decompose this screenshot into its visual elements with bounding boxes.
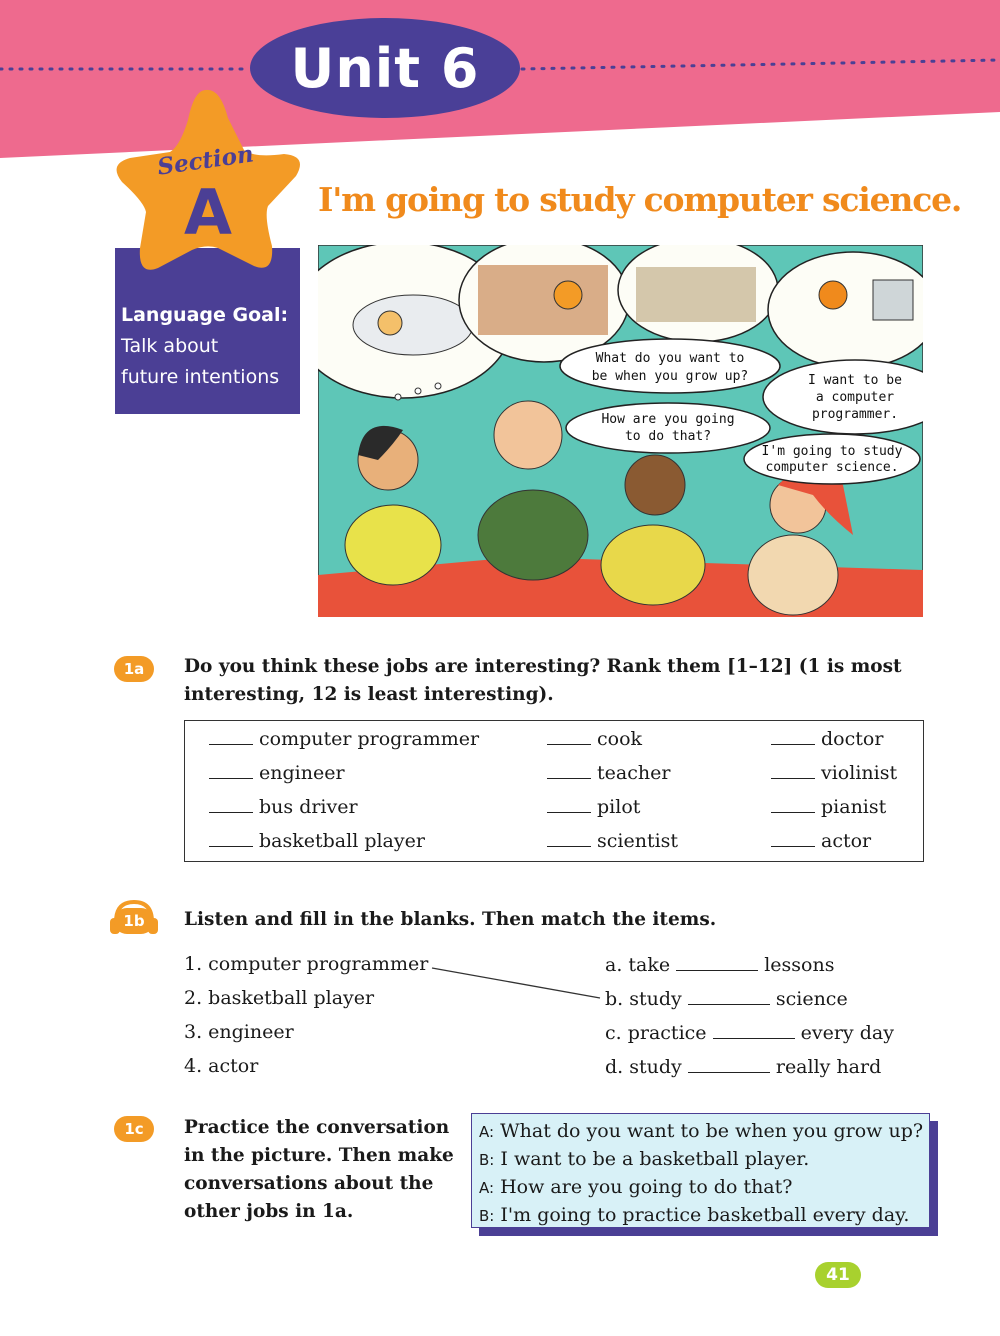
- conversation-line: A: What do you want to be when you grow up?: [479, 1120, 924, 1142]
- speech-bubble: [560, 339, 780, 393]
- job-item: pilot: [547, 795, 640, 818]
- exercise-1c-badge: 1c: [114, 1116, 154, 1142]
- exercise-1b-instruction: Listen and fill in the blanks. Then match the items.: [184, 909, 717, 930]
- rank-blank[interactable]: [547, 829, 591, 847]
- conversation-line: A: How are you going to do that?: [479, 1176, 793, 1198]
- rank-blank[interactable]: [771, 829, 815, 847]
- rank-blank[interactable]: [547, 761, 591, 779]
- job-item: basketball player: [209, 829, 425, 852]
- svg-text:What do you want to: What do you want to: [595, 351, 745, 366]
- page-number: 41: [815, 1262, 861, 1288]
- comic-illustration: [318, 245, 923, 617]
- language-goal-title: Language Goal:: [121, 304, 289, 326]
- job-item: violinist: [771, 761, 897, 784]
- exercise-1a-badge: 1a: [114, 656, 154, 682]
- svg-text:to do that?: to do that?: [624, 429, 712, 444]
- language-goal-line: Talk about: [121, 335, 219, 357]
- speech-bubble: [744, 434, 920, 484]
- svg-text:a computer: a computer: [815, 390, 895, 405]
- job-item: cook: [547, 727, 642, 750]
- job-item: doctor: [771, 727, 883, 750]
- job-item: bus driver: [209, 795, 358, 818]
- match-right-item: d. study really hard: [605, 1056, 882, 1078]
- job-item: scientist: [547, 829, 678, 852]
- conversation-line: B: I'm going to practice basketball every day.: [479, 1204, 910, 1226]
- job-item: computer programmer: [209, 727, 479, 750]
- conversation-line: B: I want to be a basketball player.: [479, 1148, 810, 1170]
- svg-text:programmer.: programmer.: [811, 407, 899, 422]
- speech-bubble: [566, 403, 770, 453]
- match-right-item: c. practice every day: [605, 1022, 894, 1044]
- match-left-item: 4. actor: [184, 1055, 259, 1077]
- rank-blank[interactable]: [209, 727, 253, 745]
- exercise-1c-instruction: Practice the conversation in the picture. Then make conversations about the other jobs in 1a.: [184, 1117, 454, 1222]
- job-ranking-box: [184, 720, 924, 862]
- svg-text:How are you going: How are you going: [601, 412, 735, 427]
- svg-text:I want to be: I want to be: [808, 373, 902, 388]
- answer-blank[interactable]: [713, 1021, 795, 1039]
- svg-text:I'm going to study: I'm going to study: [761, 444, 903, 459]
- page-title: I'm going to study computer science.: [318, 180, 962, 219]
- svg-text:computer science.: computer science.: [765, 460, 899, 475]
- rank-blank[interactable]: [547, 795, 591, 813]
- match-right-item: a. take lessons: [605, 954, 835, 976]
- job-item: actor: [771, 829, 871, 852]
- section-star: [104, 84, 308, 284]
- job-item: pianist: [771, 795, 886, 818]
- answer-blank[interactable]: [688, 987, 770, 1005]
- unit-title: Unit 6: [250, 18, 520, 118]
- exercise-1b-badge: 1b: [114, 908, 154, 934]
- rank-blank[interactable]: [209, 795, 253, 813]
- rank-blank[interactable]: [771, 761, 815, 779]
- match-left-item: 2. basketball player: [184, 987, 375, 1009]
- language-goal-line: future intentions: [121, 366, 280, 388]
- rank-blank[interactable]: [771, 727, 815, 745]
- match-left-item: 3. engineer: [184, 1021, 294, 1043]
- job-item: teacher: [547, 761, 670, 784]
- rank-blank[interactable]: [209, 829, 253, 847]
- match-line: [430, 962, 602, 1002]
- match-left-item: 1. computer programmer: [184, 953, 429, 975]
- exercise-1a-instruction: Do you think these jobs are interesting? Rank them [1–12] (1 is most interesting, 12 is least interesting).: [184, 656, 902, 705]
- job-item: engineer: [209, 761, 345, 784]
- rank-blank[interactable]: [209, 761, 253, 779]
- rank-blank[interactable]: [547, 727, 591, 745]
- section-letter: A: [184, 176, 232, 249]
- section-label: Section: [155, 140, 256, 181]
- match-right-item: b. study science: [605, 988, 848, 1010]
- conversation-box: [471, 1113, 930, 1228]
- rank-blank[interactable]: [771, 795, 815, 813]
- answer-blank[interactable]: [676, 953, 758, 971]
- svg-text:be when you grow up?: be when you grow up?: [591, 369, 749, 384]
- answer-blank[interactable]: [688, 1055, 770, 1073]
